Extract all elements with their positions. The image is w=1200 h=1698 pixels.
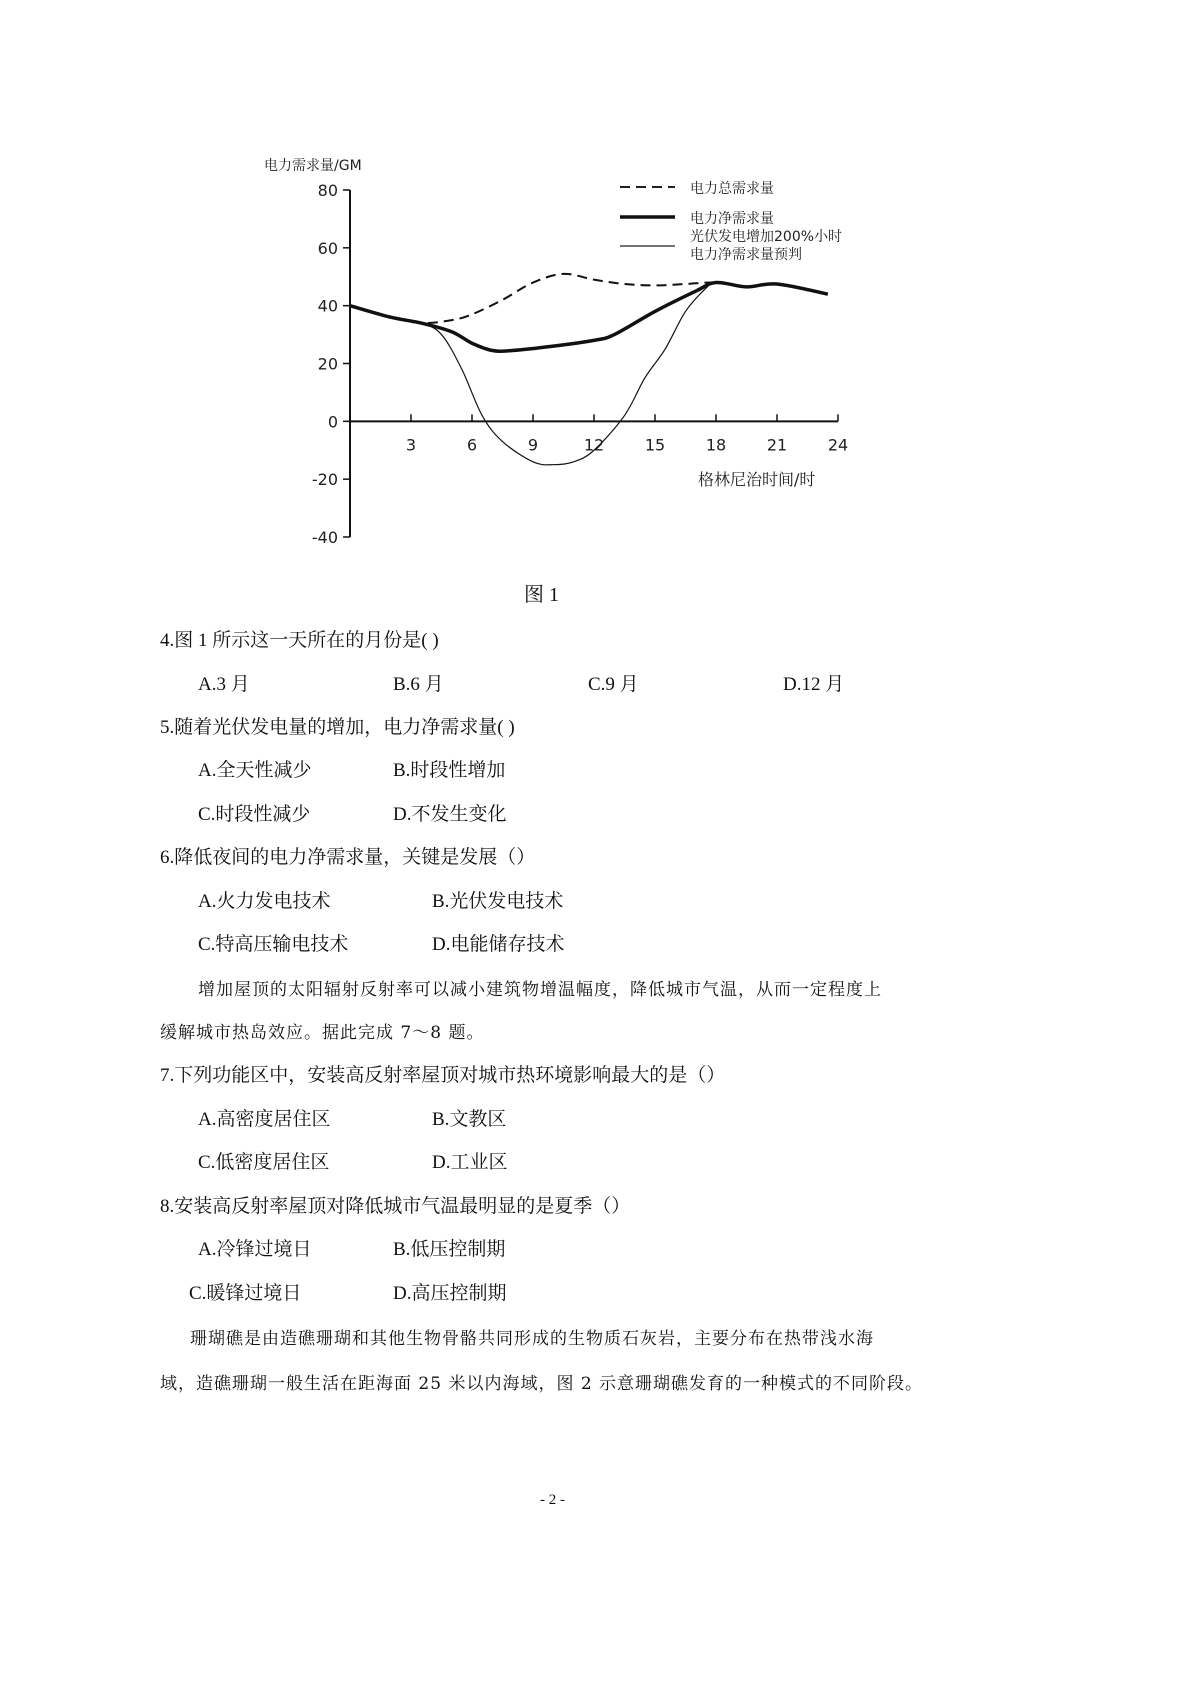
option: A.冷锋过境日	[198, 1239, 312, 1260]
option: D.不发生变化	[393, 804, 507, 825]
x-tick-label: 3	[405, 435, 417, 455]
option: D.高压控制期	[393, 1283, 507, 1304]
option: B.光伏发电技术	[432, 891, 564, 912]
x-tick-label: 21	[766, 435, 788, 455]
page-number: - 2 -	[540, 1492, 565, 1508]
legend-label-net: 电力净需求量	[690, 211, 774, 227]
y-tick-label: 80	[317, 181, 338, 200]
option: B.低压控制期	[393, 1239, 506, 1260]
question-6-stem: 6.降低夜间的电力净需求量，关键是发展（）	[160, 847, 536, 868]
y-tick-label: 0	[327, 412, 338, 432]
option: C.暖锋过境日	[189, 1283, 302, 1304]
legend-label-forecast-1: 光伏发电增加200%小时	[690, 229, 843, 245]
option: D.12 月	[783, 674, 845, 695]
series-line-thick	[350, 282, 828, 351]
y-tick-label: 40	[317, 296, 338, 316]
x-axis-label: 格林尼治时间/时	[698, 470, 816, 489]
y-tick-label: 60	[317, 238, 338, 258]
passage-line: 珊瑚礁是由造礁珊瑚和其他生物骨骼共同形成的生物质石灰岩，主要分布在热带浅水海	[190, 1329, 874, 1349]
question-7-stem: 7.下列功能区中，安装高反射率屋顶对城市热环境影响最大的是（）	[160, 1065, 726, 1086]
x-tick-label: 15	[644, 435, 666, 455]
y-tick-label: -20	[311, 470, 338, 490]
series-line-dashed	[350, 274, 828, 323]
legend-label-total: 电力总需求量	[690, 181, 774, 197]
option: C.时段性减少	[198, 804, 311, 825]
option: C.低密度居住区	[198, 1152, 330, 1173]
option: A.全天性减少	[198, 760, 312, 781]
x-tick-label: 9	[527, 435, 539, 455]
option: B.6 月	[393, 674, 444, 695]
option: B.时段性增加	[393, 760, 506, 781]
y-axis-label: 电力需求量/GM	[264, 158, 362, 174]
x-tick-label: 18	[705, 435, 727, 455]
legend-label-forecast-2: 电力净需求量预判	[690, 247, 802, 263]
option: D.电能储存技术	[432, 934, 565, 955]
electricity-demand-chart	[0, 0, 1200, 580]
option: A.火力发电技术	[198, 891, 331, 912]
x-tick-label: 6	[466, 435, 478, 455]
question-4-stem: 4.图 1 所示这一天所在的月份是( )	[160, 630, 439, 651]
passage-line: 增加屋顶的太阳辐射反射率可以减小建筑物增温幅度，降低城市气温，从而一定程度上	[198, 980, 882, 1000]
question-8-stem: 8.安装高反射率屋顶对降低城市气温最明显的是夏季（）	[160, 1196, 631, 1217]
option: B.文教区	[432, 1109, 507, 1130]
y-tick-label: -40	[311, 528, 338, 547]
option: C.9 月	[588, 674, 639, 695]
option: D.工业区	[432, 1152, 508, 1173]
x-tick-label: 12	[583, 435, 605, 455]
y-tick-label: 20	[317, 354, 338, 374]
x-tick-label: 24	[827, 435, 849, 455]
passage-line: 域，造礁珊瑚一般生活在距海面 25 米以内海域，图 2 示意珊瑚礁发育的一种模式的不同阶段。	[160, 1374, 924, 1394]
legend	[620, 180, 842, 263]
option: C.特高压输电技术	[198, 934, 349, 955]
figure-caption: 图 1	[524, 584, 559, 606]
option: A.3 月	[198, 674, 250, 695]
question-5-stem: 5.随着光伏发电量的增加，电力净需求量( )	[160, 717, 515, 738]
passage-line: 缓解城市热岛效应。据此完成 7～8 题。	[160, 1023, 485, 1043]
option: A.高密度居住区	[198, 1109, 331, 1130]
